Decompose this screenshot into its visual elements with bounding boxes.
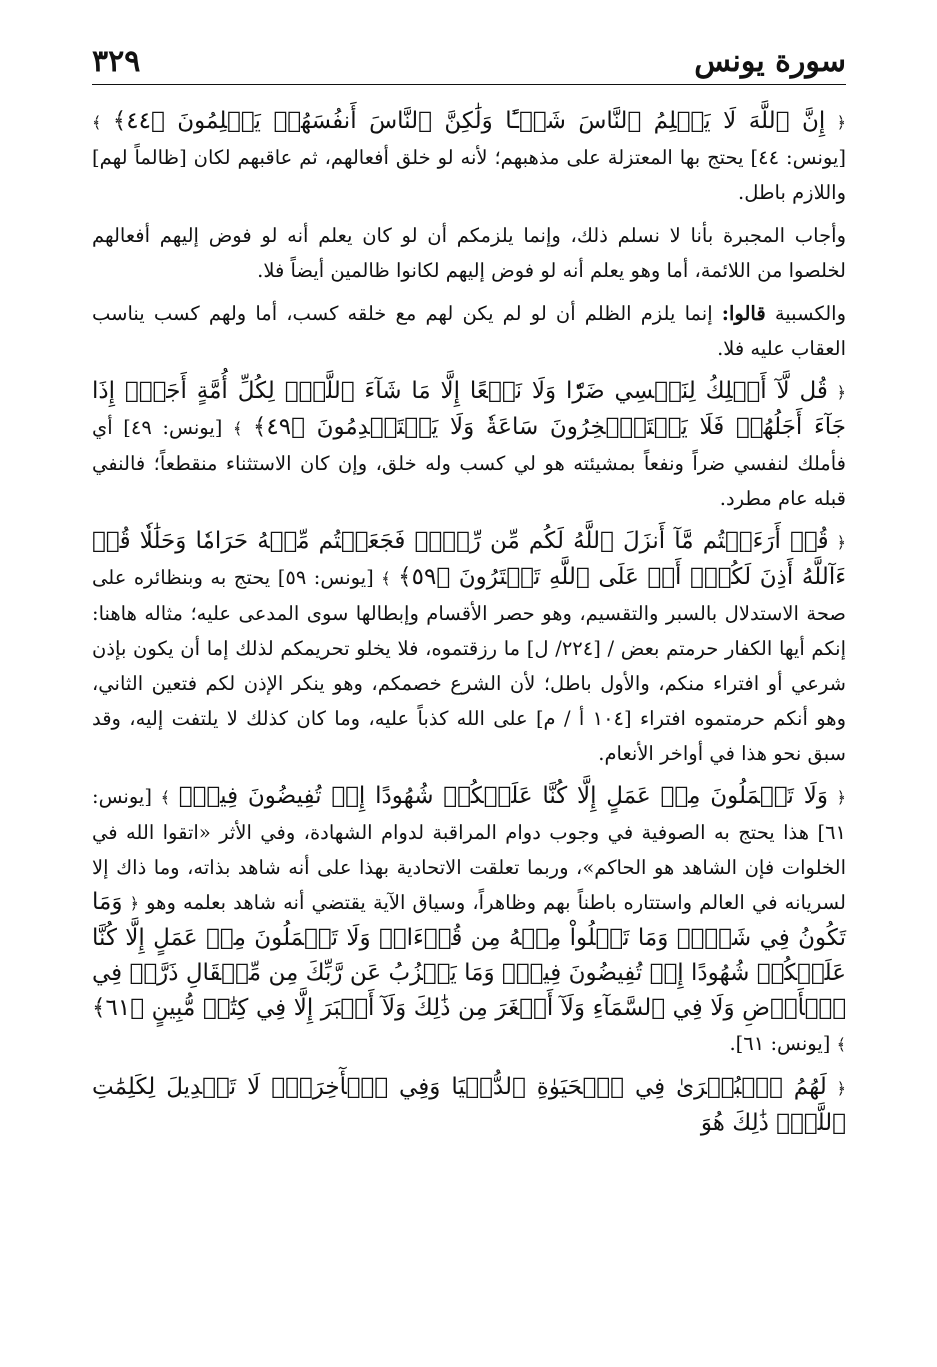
ornament-close: ﴾ [232,419,243,438]
ornament-open: ﴿ [836,1079,847,1098]
page-number: ٣٢٩ [92,44,141,79]
paragraph-ayah-64 [92,1070,846,1141]
quran-verse-full: وَمَا تَكُونُ فِي شَأۡنٖ وَمَا تَتۡلُواْ مِنۡهُ مِن قُرۡءَانٖ وَلَا تَعۡمَلُونَ مِنۡ عَمَلٍ إِلَّا كُنَّا عَلَيۡكُمۡ شُهُودًا إِذۡ تُفِيضُونَ فِيهِۚ وَمَا يَعۡزُبُ عَن رَّبِّكَ مِن مِّثۡقَالِ ذَرَّةٖ فِي ٱلۡأَرۡضِ وَلَا فِي ٱلسَّمَآءِ وَلَآ أَصۡغَرَ مِن ذَٰلِكَ وَلَآ أَكۡبَرَ إِلَّا فِي كِتَٰبٖ مُّبِينٍ ﴿٦١﴾ [92,889,846,1021]
ornament-close: ﴾ [836,1035,846,1054]
quran-verse: قُل لَّآ أَمۡلِكُ لِنَفۡسِي ضَرّٗا وَلَا نَفۡعًا إِلَّا مَا شَآءَ ٱللَّهُۗ لِكُلِّ أُمَّةٍ أَجَلٌۚ إِذَا جَآءَ أَجَلُهُمۡ فَلَا يَسۡتَـٔۡخِرُونَ سَاعَةٗ وَلَا يَسۡتَقۡدِمُونَ ﴿٤٩﴾ [92,378,847,440]
verse-citation: [يونس: ٤٩] [123,416,223,439]
quran-verse: وَلَا تَعۡمَلُونَ مِنۡ عَمَلٍ إِلَّا كُنَّا عَلَيۡكُمۡ شُهُودًا إِذۡ تُفِيضُونَ فِيهِۚ [178,783,828,809]
commentary-text: إنما يلزم الظلم أن لو لم يكن لهم مع خلقه كسب، أما ولهم كسب يناسب العقاب عليه فلا. [92,302,846,360]
ornament-open: ﴿ [836,533,846,552]
commentary-text: هذا يحتج به الصوفية في وجوب دوام المراقبة لدوام الشهادة، وفي الأثر «اتقوا الله في الخلوات فإن الشاهد هو الحاكم»، وربما تعلقت الاتحادية بهذا على أنه شاهد بذاته، وما ذاك إلا لسريانه في العالم واستتاره باطناً بهم وظاهراً، وسياق الآية يقتضي أنه شاهد بعلمه وهو [92,821,847,914]
quran-verse: قُلۡ أَرَءَيۡتُم مَّآ أَنزَلَ ٱللَّهُ لَكُم مِّن رِّزۡقٖ فَجَعَلۡتُم مِّنۡهُ حَرَامٗا وَحَلَٰلٗا قُلۡ ءَآللَّهُ أَذِنَ لَكُمۡۖ أَمۡ عَلَى ٱللَّهِ تَفۡتَرُونَ ﴿٥٩﴾ [92,528,847,590]
ornament-close: ﴾ [92,113,102,132]
paragraph-ayah-49 [92,374,846,516]
ornament-close: ﴾ [381,569,391,588]
commentary-text: أي فأملك لنفسي ضراً ونفعاً بمشيئته هو لي كسب وله خلق، وإن كان الاستثناء منقطعاً؛ فالنفي قبله عام مطرد. [92,416,846,510]
commentary-text: يحتج به وبنظائره على صحة الاستدلال بالسبر والتقسيم، وهو حصر الأقسام وإبطالها سوى المدعى عليه؛ مثاله هاهنا: إنكم أيها الكفار حرمتم بعض / [٢٢٤/ ل] ما رزقتموه، فلا يخلو تحريمكم لذلك إما أن يكون بإذن شرعي أو افتراء منكم، والأول باطل؛ لأن الشرع خصمكم، وهو ينكر الإذن لكم فتعين الثاني، وهو أنكم حرمتموه افتراء [١٠٤ أ / م] على الله كذباً عليه، وما كان كذلك لا يلتفت إليه، وقد سبق نحو هذا في أواخر الأنعام. [92,566,847,765]
verse-citation: [يونس: ٦١] [92,785,847,844]
ornament-open: ﴿ [129,894,139,913]
paragraph-ayah-44 [92,104,846,210]
paragraph-mujbira [92,218,846,288]
verse-citation: [يونس: ٦١]. [729,1032,831,1055]
paragraph-ayah-61 [92,779,846,1062]
commentary-text: يحتج بها المعتزلة على مذهبهم؛ لأنه لو خلق أفعالهم، ثم عاقبهم لكان [ظالماً لهم] واللازم باطل. [92,146,846,204]
ornament-open: ﴿ [836,788,847,807]
quran-verse: إِنَّ ٱللَّهَ لَا يَظۡلِمُ ٱلنَّاسَ شَيۡـًٔا وَلَٰكِنَّ ٱلنَّاسَ أَنفُسَهُمۡ يَظۡلِمُونَ ﴿٤٤﴾ [112,108,826,134]
ornament-open: ﴿ [836,383,847,402]
paragraph-lead: والكسبية [774,302,847,325]
bold-term: قالوا: [721,302,766,325]
paragraph-ayah-59 [92,524,846,771]
surah-title: سورة يونس [694,44,846,79]
ornament-open: ﴿ [836,113,847,132]
verse-citation: [يونس: ٤٤] [750,146,846,169]
commentary-text: وأجاب المجبرة بأنا لا نسلم ذلك، وإنما يلزمكم أن لو كان يعلم أنه لو فوض إليهم أفعالهم لخلصوا من اللائمة، أما وهو يعلم أنه لو فوض إليهم لكانوا ظالمين أيضاً فلا. [92,224,846,282]
verse-citation: [يونس: ٥٩] [277,566,374,589]
paragraph-kasbiyya [92,296,846,366]
page-header [92,38,846,85]
ornament-close: ﴾ [160,788,171,807]
page-body [92,104,846,1149]
quran-verse: لَهُمُ ٱلۡبُشۡرَىٰ فِي ٱلۡحَيَوٰةِ ٱلدُّنۡيَا وَفِي ٱلۡأٓخِرَةِۚ لَا تَبۡدِيلَ لِكَلِمَٰتِ ٱللَّهِۚ ذَٰلِكَ هُوَ [92,1074,846,1136]
